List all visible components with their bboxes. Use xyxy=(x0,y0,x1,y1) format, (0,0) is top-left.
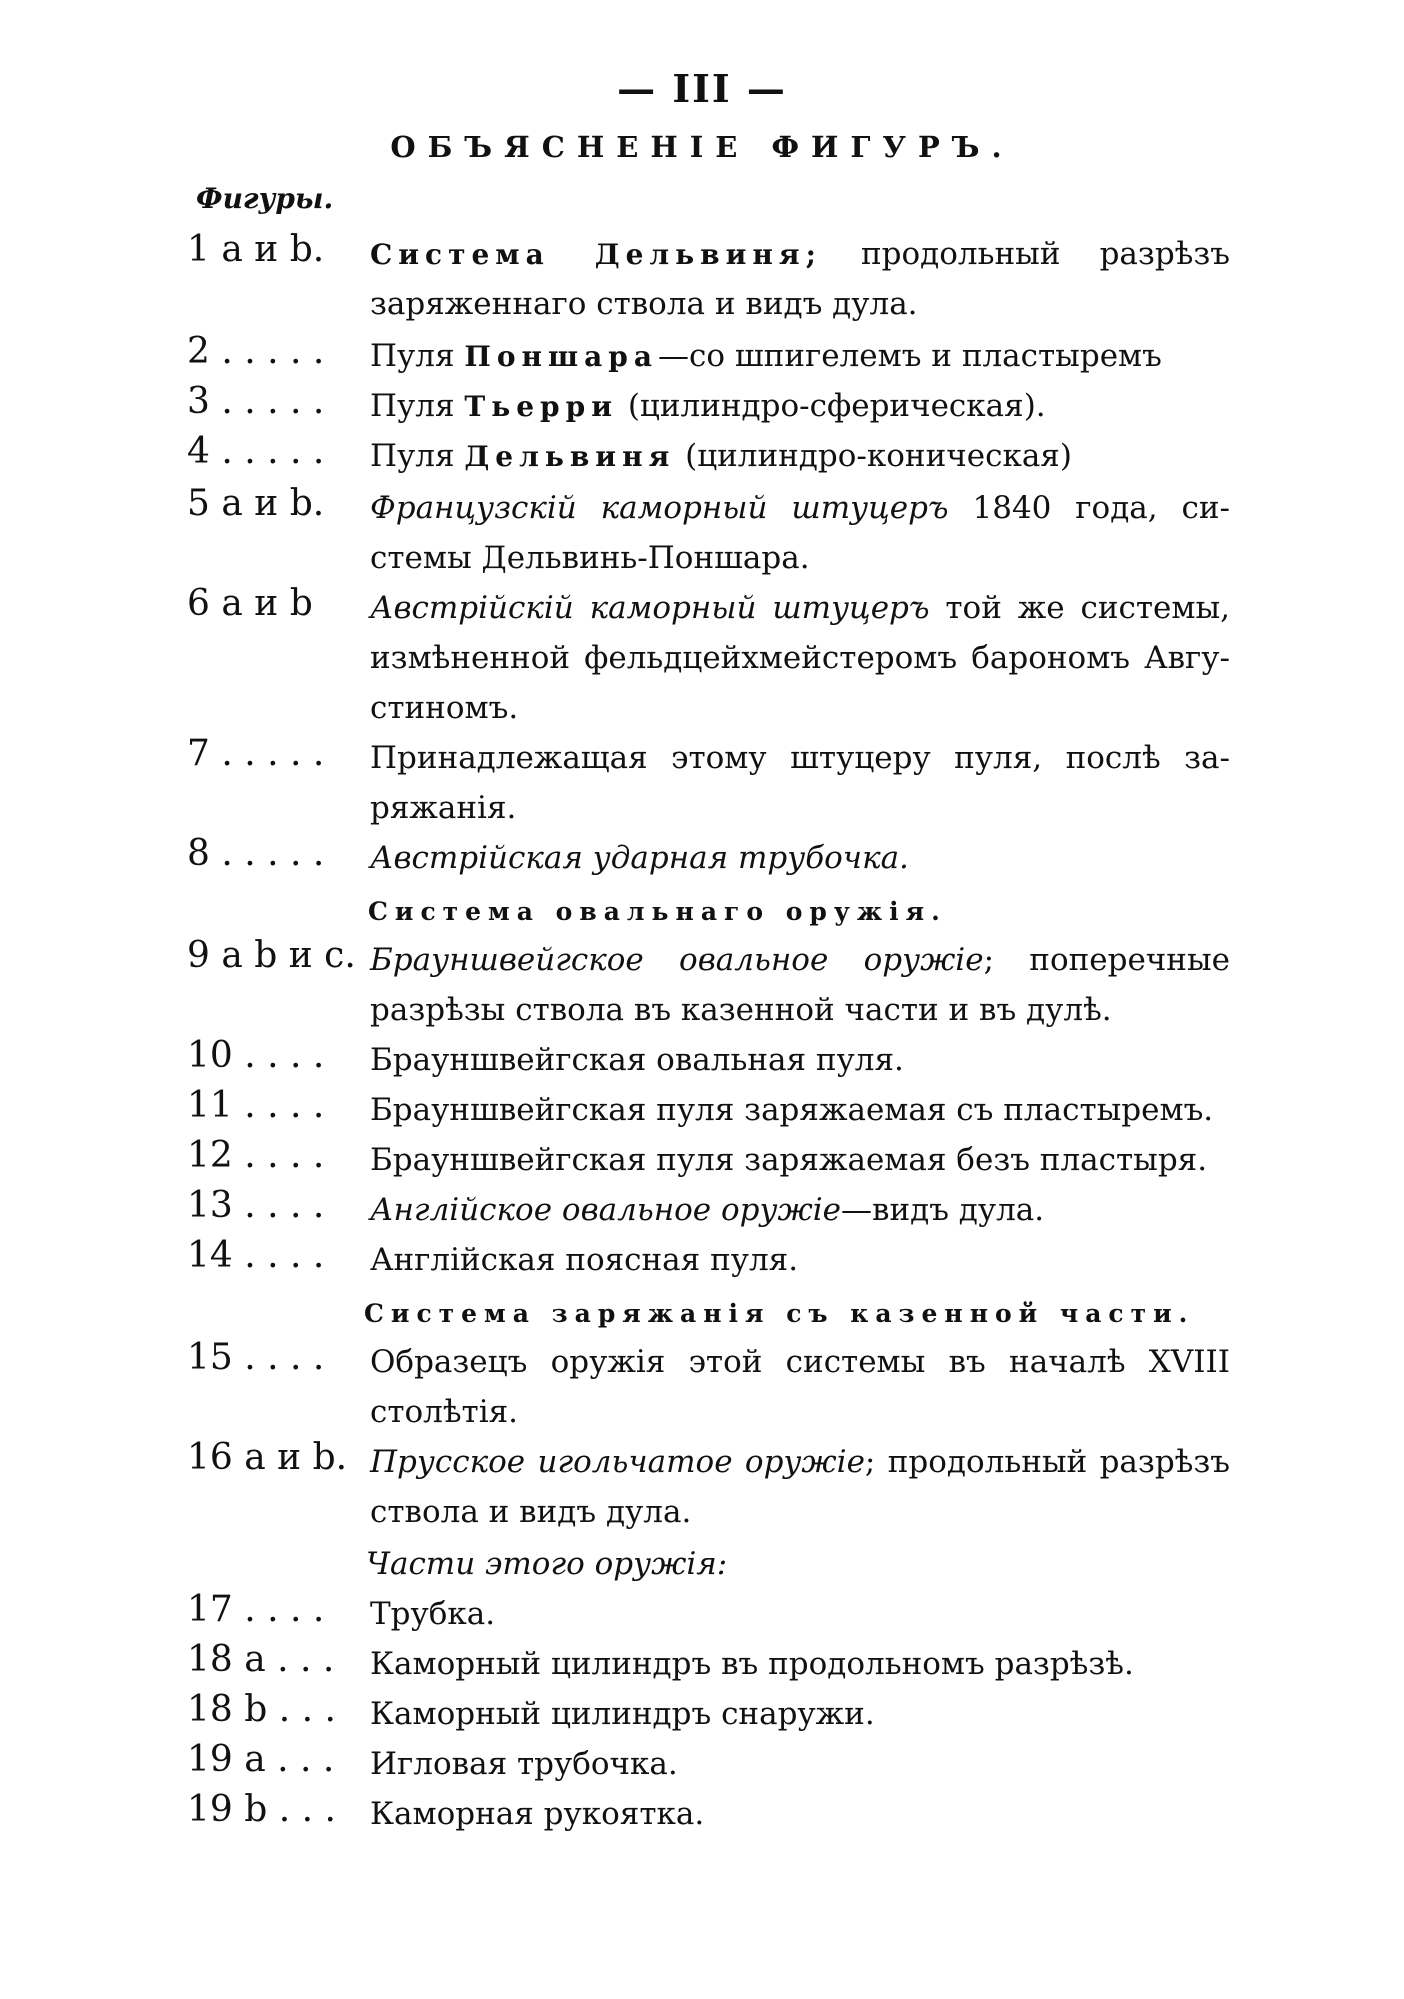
figure-description-line xyxy=(370,1038,1230,1082)
description-text: ряжанія. xyxy=(370,790,517,826)
figure-description-line xyxy=(370,686,1230,730)
description-text: измѣненной фельдцейхмейстеромъ барономъ Авгу- xyxy=(370,640,1230,676)
figure-number: 17 . . . . xyxy=(187,1589,325,1630)
figure-description-line xyxy=(370,1138,1230,1182)
figure-description-line xyxy=(370,1390,1230,1434)
description-text: той же системы, xyxy=(929,590,1230,626)
description-text: Каморный цилиндръ снаружи. xyxy=(370,1696,875,1732)
figure-description-line xyxy=(370,1088,1230,1132)
figure-number: 15 . . . . xyxy=(187,1337,325,1378)
description-text: ствола и видъ дула. xyxy=(370,1494,692,1530)
description-text: столѣтія. xyxy=(370,1394,519,1430)
figure-description-line xyxy=(370,1642,1230,1686)
description-text: Англійская поясная пуля. xyxy=(370,1242,799,1278)
figure-description-line xyxy=(370,334,1230,379)
figure-description-line xyxy=(370,1490,1230,1534)
description-text: Пуля xyxy=(370,338,465,374)
figure-number: 18 b . . . xyxy=(187,1689,336,1730)
italic-term: Прусское игольчатое оружіе xyxy=(370,1444,865,1480)
description-text: Пуля xyxy=(370,438,465,474)
figure-description-line xyxy=(370,836,1230,880)
figure-number: 1 a и b. xyxy=(187,229,325,270)
description-text: (цилиндро-сферическая). xyxy=(617,388,1046,424)
spaced-term: Система Дельвиня; xyxy=(370,238,822,271)
figure-number: 14 . . . . xyxy=(187,1235,325,1276)
figure-number: 5 a и b. xyxy=(187,483,325,524)
figure-description-line xyxy=(370,282,1230,326)
figure-description-line xyxy=(370,536,1230,580)
description-text: Трубка. xyxy=(370,1596,496,1632)
description-text: разрѣзы ствола въ казенной части и въ дулѣ. xyxy=(370,992,1112,1028)
figure-description-line xyxy=(370,938,1230,982)
italic-term: Французскій каморный штуцеръ xyxy=(370,490,949,526)
figure-description-line xyxy=(370,1440,1230,1484)
description-text: —видъ дула. xyxy=(841,1192,1045,1228)
figure-number: 19 a . . . xyxy=(187,1739,335,1780)
figure-description-line xyxy=(370,1238,1230,1282)
figure-description-line xyxy=(370,232,1230,277)
italic-term: Брауншвейгское овальное оружіе xyxy=(370,942,984,978)
figure-number: 13 . . . . xyxy=(187,1185,325,1226)
page-number: — III — xyxy=(617,66,787,111)
description-text: ; продольный разрѣзъ xyxy=(864,1444,1230,1480)
description-text: Образецъ оружія этой системы въ началѣ XVIII xyxy=(370,1344,1230,1380)
figure-description-line xyxy=(370,1592,1230,1636)
description-text: Игловая трубочка. xyxy=(370,1746,678,1782)
description-text: стемы Дельвинь-Понш‍ара. xyxy=(370,540,810,576)
figure-description-line xyxy=(370,384,1230,429)
figure-number: 2 . . . . . xyxy=(187,331,325,372)
description-text: (цилиндро-коническая) xyxy=(675,438,1072,474)
description-text: Каморная рукоятка. xyxy=(370,1796,705,1832)
figure-number: 8 . . . . . xyxy=(187,833,325,874)
figure-number: 18 a . . . xyxy=(187,1639,335,1680)
figure-number: 19 b . . . xyxy=(187,1789,336,1830)
description-text: продольный разрѣзъ xyxy=(821,236,1230,272)
figure-description-line xyxy=(370,1742,1230,1786)
description-text: —со шпигелемъ и пластыремъ xyxy=(657,338,1162,374)
description-text: Брауншвейгская овальная пуля. xyxy=(370,1042,904,1078)
figure-description-line xyxy=(370,1340,1230,1384)
description-text: стиномъ. xyxy=(370,690,519,726)
description-text: ; поперечные xyxy=(983,942,1230,978)
figure-number: 10 . . . . xyxy=(187,1035,325,1076)
figure-description-line xyxy=(370,486,1230,530)
figures-label: Фигуры. xyxy=(196,182,334,215)
section-heading: Система заряжанія съ казенной части. xyxy=(364,1299,1195,1328)
spaced-term: Тьерри xyxy=(464,390,618,423)
section-heading: Система овальнаго оружія. xyxy=(368,897,947,926)
spaced-term: Понш‍ара xyxy=(464,340,658,373)
figure-number: 4 . . . . . xyxy=(187,431,325,472)
page-title: ОБЪЯСНЕНІЕ ФИГУРЪ. xyxy=(390,130,1014,164)
description-text: Пуля xyxy=(370,388,465,424)
figure-description-line xyxy=(370,988,1230,1032)
figure-description-line xyxy=(370,736,1230,780)
figure-number: 16 a и b. xyxy=(187,1437,348,1478)
section-heading: Части этого оружія: xyxy=(366,1546,728,1582)
figure-number: 7 . . . . . xyxy=(187,733,325,774)
figure-description-line xyxy=(370,1692,1230,1736)
figure-number: 11 . . . . xyxy=(187,1085,325,1126)
figure-description-line xyxy=(370,1792,1230,1836)
description-text: Принадлежащая этому штуцеру пуля, послѣ за- xyxy=(370,740,1230,776)
figure-number: 3 . . . . . xyxy=(187,381,325,422)
figure-description-line xyxy=(370,434,1230,479)
italic-term: Англійское овальное оружіе xyxy=(370,1192,841,1228)
spaced-term: Дельвиня xyxy=(464,440,676,473)
italic-term: Австрійская ударная трубочка. xyxy=(370,840,909,876)
figure-description-line xyxy=(370,586,1230,630)
description-text: заряженнаго ствола и видъ дула. xyxy=(370,286,918,322)
figure-number: 9 a b и c. xyxy=(187,935,356,976)
figure-description-line xyxy=(370,786,1230,830)
italic-term: Австрійскій каморный штуцеръ xyxy=(370,590,930,626)
description-text: 1840 года, си- xyxy=(948,490,1231,526)
figure-description-line xyxy=(370,1188,1230,1232)
description-text: Брауншвейгская пуля заряжаемая съ пластыремъ. xyxy=(370,1092,1214,1128)
figure-number: 12 . . . . xyxy=(187,1135,325,1176)
figure-number: 6 a и b xyxy=(187,583,313,624)
description-text: Каморный цилиндръ въ продольномъ разрѣзѣ. xyxy=(370,1646,1134,1682)
figure-description-line xyxy=(370,636,1230,680)
description-text: Брауншвейгская пуля заряжаемая безъ пластыря. xyxy=(370,1142,1208,1178)
